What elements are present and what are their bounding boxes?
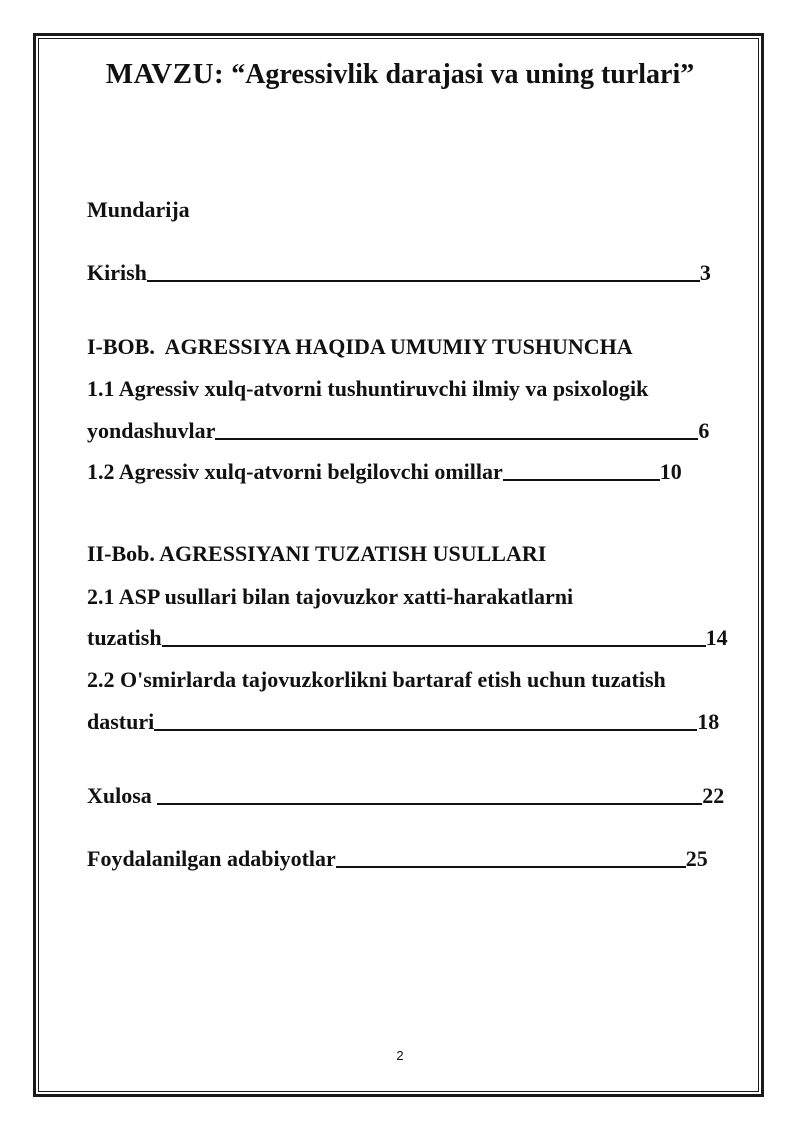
toc-entry-label: 1.1 Agressiv xulq-atvorni tushuntiruvchi ilmiy va psixologik <box>87 376 649 401</box>
dot-leader <box>157 803 702 805</box>
toc-page-number: 25 <box>685 846 708 871</box>
toc-entry-label: 1.2 Agressiv xulq-atvorni belgilovchi omillar <box>87 459 503 484</box>
dot-leader <box>162 645 706 647</box>
dot-leader <box>147 280 700 282</box>
toc-entry-label: 2.1 ASP usullari bilan tajovuzkor xatti-harakatlarni <box>87 584 574 609</box>
toc-entry-introduction <box>87 262 711 284</box>
toc-chapter-1 <box>87 336 633 358</box>
toc-section-2-1 <box>87 586 573 608</box>
title-label: MAVZU: <box>105 58 225 90</box>
contents-heading: Mundarija <box>87 197 190 222</box>
title-text: “Agressivlik darajasi va uning turlari” <box>231 59 695 90</box>
toc-entry-label: 2.2 O'smirlarda tajovuzkorlikni bartaraf etish uchun tuzatish <box>87 667 666 692</box>
toc-entry-label: Kirish <box>87 260 147 285</box>
toc-page-number: 3 <box>699 260 711 285</box>
toc-entry-label: II-Bob. AGRESSIYANI TUZATISH USULLARI <box>87 541 547 566</box>
toc-section-2-2 <box>87 669 666 691</box>
toc-entry-label: Xulosa <box>87 783 158 808</box>
toc-entry-label: yondashuvlar <box>87 418 216 443</box>
toc-page-number: 22 <box>702 783 725 808</box>
toc-page-number: 6 <box>698 418 710 443</box>
toc-page-number: 14 <box>705 625 728 650</box>
toc-chapter-2 <box>87 543 546 565</box>
toc-entry-references <box>87 848 708 870</box>
dot-leader <box>215 438 698 440</box>
dot-leader <box>154 729 697 731</box>
dot-leader <box>503 479 660 481</box>
toc-entry-conclusion <box>87 785 724 807</box>
document-title <box>0 58 800 91</box>
toc-entry-label: dasturi <box>87 709 155 734</box>
toc-section-1-1-cont <box>87 420 709 442</box>
toc-entry-label: tuzatish <box>87 625 162 650</box>
toc-page-number: 10 <box>659 459 682 484</box>
toc-section-2-1-cont <box>87 627 728 649</box>
toc-section-1-1 <box>87 378 648 400</box>
toc-entry-label: I-BOB. AGRESSIYA HAQIDA UMUMIY TUSHUNCHA <box>87 334 633 359</box>
toc-section-2-2-cont <box>87 711 719 733</box>
toc-page-number: 18 <box>697 709 720 734</box>
toc-entry-label: Foydalanilgan adabiyotlar <box>87 846 336 871</box>
dot-leader <box>336 866 686 868</box>
page-number: 2 <box>396 1048 404 1063</box>
toc-section-1-2 <box>87 461 682 483</box>
